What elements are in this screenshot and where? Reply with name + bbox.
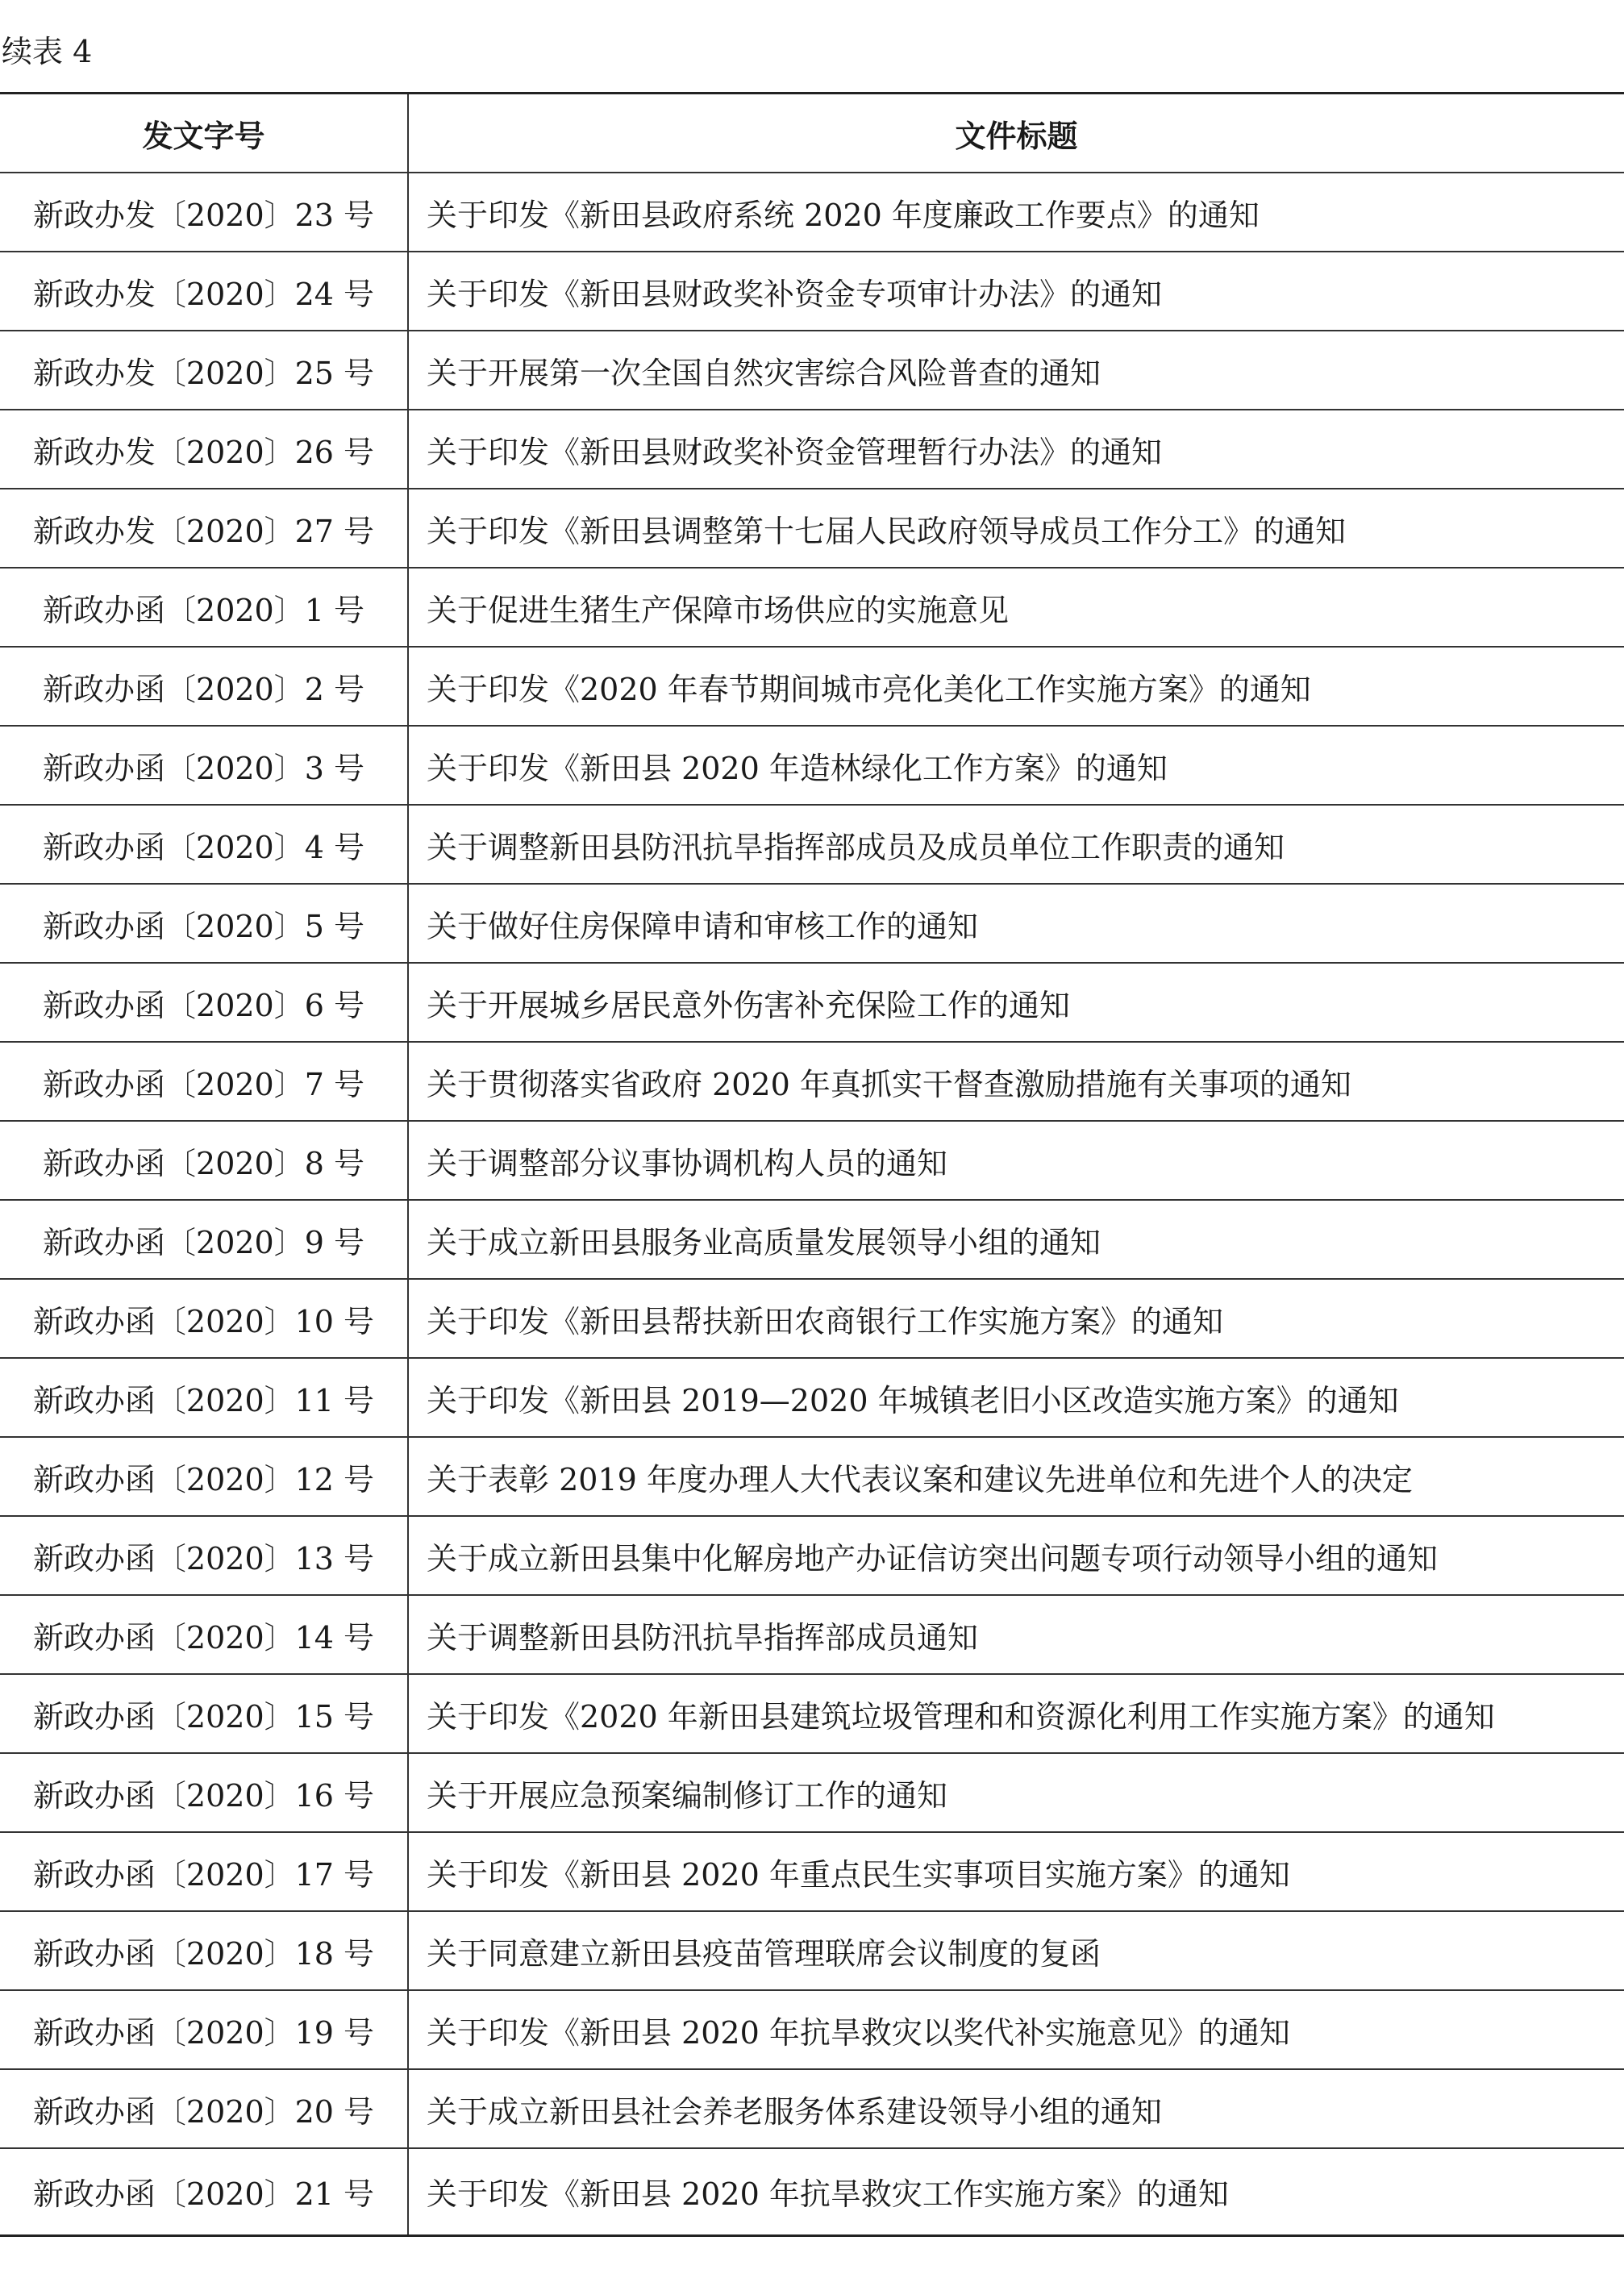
table-row: [0, 1437, 1624, 1516]
table-row: [0, 963, 1624, 1042]
doc-title-cell: 关于同意建立新田县疫苗管理联席会议制度的复函: [408, 1911, 1624, 1990]
document-list-table: [0, 92, 1624, 2237]
table-row: [0, 647, 1624, 726]
doc-number-cell: 新政办函〔2020〕10 号: [0, 1279, 408, 1358]
doc-number-cell: 新政办发〔2020〕27 号: [0, 489, 408, 568]
doc-title-cell: 关于印发《新田县 2020 年抗旱救灾以奖代补实施意见》的通知: [408, 1990, 1624, 2069]
table-row: [0, 1990, 1624, 2069]
table-row: [0, 252, 1624, 331]
table-row: [0, 726, 1624, 805]
table-row: [0, 1358, 1624, 1437]
doc-title-cell: 关于成立新田县集中化解房地产办证信访突出问题专项行动领导小组的通知: [408, 1516, 1624, 1595]
doc-number-cell: 新政办函〔2020〕5 号: [0, 884, 408, 963]
doc-title-cell: 关于贯彻落实省政府 2020 年真抓实干督查激励措施有关事项的通知: [408, 1042, 1624, 1121]
doc-number-cell: 新政办函〔2020〕7 号: [0, 1042, 408, 1121]
table-row: [0, 173, 1624, 252]
doc-number-cell: 新政办函〔2020〕16 号: [0, 1753, 408, 1832]
table-row: [0, 489, 1624, 568]
doc-number-cell: 新政办函〔2020〕12 号: [0, 1437, 408, 1516]
doc-title-cell: 关于开展应急预案编制修订工作的通知: [408, 1753, 1624, 1832]
doc-number-cell: 新政办发〔2020〕23 号: [0, 173, 408, 252]
doc-number-cell: 新政办函〔2020〕6 号: [0, 963, 408, 1042]
doc-title-cell: 关于印发《新田县 2020 年抗旱救灾工作实施方案》的通知: [408, 2148, 1624, 2235]
doc-title-cell: 关于印发《新田县 2020 年造林绿化工作方案》的通知: [408, 726, 1624, 805]
table-row: [0, 2069, 1624, 2148]
doc-number-cell: 新政办函〔2020〕17 号: [0, 1832, 408, 1911]
table-row: [0, 410, 1624, 489]
doc-title-cell: 关于印发《新田县财政奖补资金管理暂行办法》的通知: [408, 410, 1624, 489]
doc-number-cell: 新政办函〔2020〕13 号: [0, 1516, 408, 1595]
doc-title-cell: 关于开展第一次全国自然灾害综合风险普查的通知: [408, 331, 1624, 410]
table-body: [0, 173, 1624, 2235]
doc-title-cell: 关于开展城乡居民意外伤害补充保险工作的通知: [408, 963, 1624, 1042]
table-row: [0, 1042, 1624, 1121]
doc-title-cell: 关于成立新田县社会养老服务体系建设领导小组的通知: [408, 2069, 1624, 2148]
doc-title-cell: 关于印发《新田县 2019—2020 年城镇老旧小区改造实施方案》的通知: [408, 1358, 1624, 1437]
doc-number-cell: 新政办发〔2020〕25 号: [0, 331, 408, 410]
doc-number-cell: 新政办函〔2020〕11 号: [0, 1358, 408, 1437]
doc-title-cell: 关于印发《新田县财政奖补资金专项审计办法》的通知: [408, 252, 1624, 331]
doc-title-cell: 关于印发《新田县政府系统 2020 年度廉政工作要点》的通知: [408, 173, 1624, 252]
table-row: [0, 1516, 1624, 1595]
doc-title-cell: 关于调整新田县防汛抗旱指挥部成员通知: [408, 1595, 1624, 1674]
doc-number-cell: 新政办函〔2020〕2 号: [0, 647, 408, 726]
header-doc-number: 发文字号: [0, 94, 408, 173]
table-row: [0, 884, 1624, 963]
doc-number-cell: 新政办函〔2020〕14 号: [0, 1595, 408, 1674]
table-row: [0, 568, 1624, 647]
doc-title-cell: 关于做好住房保障申请和审核工作的通知: [408, 884, 1624, 963]
doc-title-cell: 关于促进生猪生产保障市场供应的实施意见: [408, 568, 1624, 647]
table-row: [0, 1121, 1624, 1200]
table-row: [0, 2148, 1624, 2235]
doc-title-cell: 关于印发《新田县调整第十七届人民政府领导成员工作分工》的通知: [408, 489, 1624, 568]
doc-number-cell: 新政办函〔2020〕4 号: [0, 805, 408, 884]
table-row: [0, 1753, 1624, 1832]
doc-title-cell: 关于成立新田县服务业高质量发展领导小组的通知: [408, 1200, 1624, 1279]
table-row: [0, 1832, 1624, 1911]
table-row: [0, 1595, 1624, 1674]
doc-title-cell: 关于印发《2020 年春节期间城市亮化美化工作实施方案》的通知: [408, 647, 1624, 726]
doc-number-cell: 新政办函〔2020〕9 号: [0, 1200, 408, 1279]
doc-title-cell: 关于调整新田县防汛抗旱指挥部成员及成员单位工作职责的通知: [408, 805, 1624, 884]
doc-title-cell: 关于印发《新田县帮扶新田农商银行工作实施方案》的通知: [408, 1279, 1624, 1358]
doc-number-cell: 新政办发〔2020〕24 号: [0, 252, 408, 331]
table-row: [0, 1279, 1624, 1358]
table-header-row: [0, 94, 1624, 173]
doc-number-cell: 新政办函〔2020〕18 号: [0, 1911, 408, 1990]
table-row: [0, 1911, 1624, 1990]
table-row: [0, 1674, 1624, 1753]
doc-number-cell: 新政办发〔2020〕26 号: [0, 410, 408, 489]
doc-number-cell: 新政办函〔2020〕15 号: [0, 1674, 408, 1753]
doc-title-cell: 关于印发《新田县 2020 年重点民生实事项目实施方案》的通知: [408, 1832, 1624, 1911]
doc-title-cell: 关于调整部分议事协调机构人员的通知: [408, 1121, 1624, 1200]
doc-number-cell: 新政办函〔2020〕1 号: [0, 568, 408, 647]
doc-title-cell: 关于表彰 2019 年度办理人大代表议案和建议先进单位和先进个人的决定: [408, 1437, 1624, 1516]
doc-number-cell: 新政办函〔2020〕3 号: [0, 726, 408, 805]
doc-number-cell: 新政办函〔2020〕19 号: [0, 1990, 408, 2069]
doc-number-cell: 新政办函〔2020〕20 号: [0, 2069, 408, 2148]
table-caption: 续表 4: [2, 34, 93, 69]
table-row: [0, 805, 1624, 884]
doc-number-cell: 新政办函〔2020〕21 号: [0, 2148, 408, 2235]
doc-number-cell: 新政办函〔2020〕8 号: [0, 1121, 408, 1200]
header-doc-title: 文件标题: [408, 94, 1624, 173]
table-row: [0, 1200, 1624, 1279]
doc-title-cell: 关于印发《2020 年新田县建筑垃圾管理和和资源化利用工作实施方案》的通知: [408, 1674, 1624, 1753]
table-row: [0, 331, 1624, 410]
